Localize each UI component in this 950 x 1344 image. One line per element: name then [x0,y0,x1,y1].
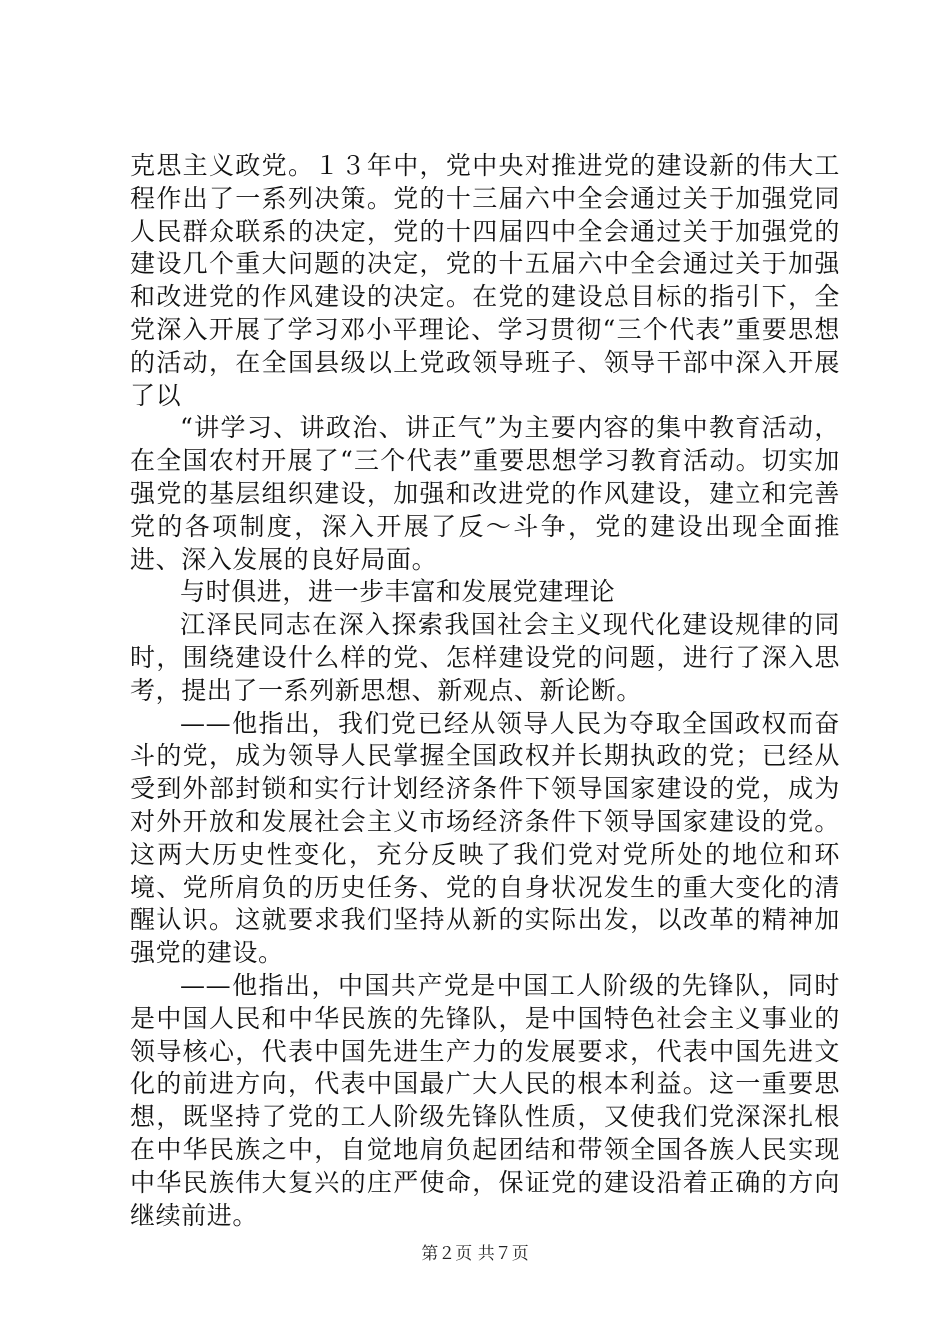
document-body [130,150,840,1232]
paragraph-continuation: 克思主义政党。１３年中，党中央对推进党的建设新的伟大工程作出了一系列决策。党的十三届六中全会通过关于加强党同人民群众联系的决定，党的十四届四中全会通过关于加强党的建设几个重大问题的决定，党的十五届六中全会通过关于加强和改进党的作风建设的决定。在党的建设总目标的指引下，全党深入开展了学习邓小平理论、学习贯彻“三个代表”重要思想的活动，在全国县级以上党政领导班子、领导干部中深入开展了以 [130,151,840,410]
page-number-footer: 第２页 共７页 [421,1244,529,1264]
paragraph-point-1: ——他指出，我们党已经从领导人民为夺取全国政权而奋斗的党，成为领导人民掌握全国政权并长期执政的党；已经从受到外部封锁和实行计划经济条件下领导国家建设的党，成为对外开放和发展社会主义市场经济条件下领导国家建设的党。这两大历史性变化，充分反映了我们党对党所处的地位和环境、党所肩负的历史任务、党的自身状况发生的重大变化的清醒认识。这就要求我们坚持从新的实际出发，以改革的精神加强党的建设。 [130,708,840,968]
paragraph-intro: 江泽民同志在深入探索我国社会主义现代化建设规律的同时，围绕建设什么样的党、怎样建设党的问题，进行了深入思考，提出了一系列新思想、新观点、新论断。 [130,610,840,705]
section-heading: 与时俱进，进一步丰富和发展党建理论 [180,577,616,607]
paragraph-education-campaign: “讲学习、讲政治、讲正气”为主要内容的集中教育活动，在全国农村开展了“三个代表”重要思想学习教育活动。切实加强党的基层组织建设，加强和改进党的作风建设，建立和完善党的各项制度，深入开展了反～斗争，党的建设出现全面推进、深入发展的良好局面。 [130,413,840,574]
paragraph-point-2: ——他指出，中国共产党是中国工人阶级的先锋队，同时是中国人民和中华民族的先锋队，是中国特色社会主义事业的领导核心，代表中国先进生产力的发展要求，代表中国先进文化的前进方向，代表中国最广大人民的根本利益。这一重要思想，既坚持了党的工人阶级先锋队性质，又使我们党深深扎根在中华民族之中，自觉地肩负起团结和带领全国各族人民实现中华民族伟大复兴的庄严使命，保证党的建设沿着正确的方向继续前进。 [130,970,840,1230]
